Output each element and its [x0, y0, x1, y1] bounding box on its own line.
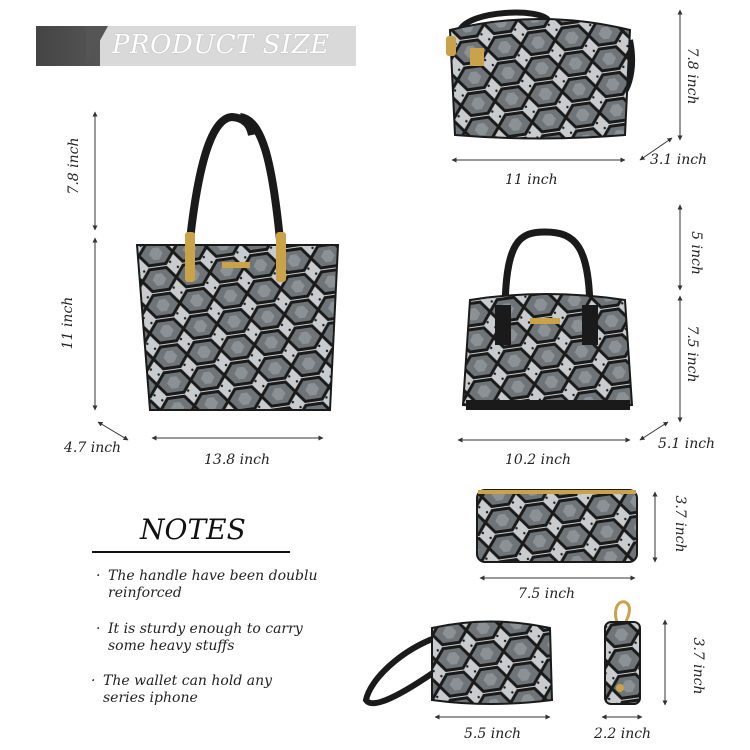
tote-handle-right — [240, 117, 280, 240]
crossbody-body — [450, 19, 630, 139]
tote-width-label: 13.8 inch — [204, 452, 270, 468]
note-bullet: · — [91, 673, 96, 689]
key-case-body — [605, 622, 640, 704]
tote-height-label: 11 inch — [60, 296, 76, 350]
boston-base — [466, 400, 630, 410]
wallet-width-label: 7.5 inch — [518, 586, 576, 602]
wristlet-width-label: 5.5 inch — [464, 726, 522, 742]
note-bullet: · — [96, 568, 101, 584]
tote-hardware-left — [185, 232, 195, 282]
note-text: The handle have been doublu reinforced — [108, 568, 318, 601]
tote-body — [137, 245, 338, 410]
wristlet-strap — [366, 636, 440, 703]
boston-depth-label: 5.1 inch — [658, 436, 716, 452]
note-item — [96, 568, 318, 602]
tote-logo-plate — [222, 262, 250, 268]
boston-body — [463, 294, 632, 409]
boston-logo-plate — [530, 318, 560, 324]
note-item — [91, 673, 313, 707]
tote-hardware-right — [276, 232, 286, 282]
wallet-body — [477, 490, 637, 562]
tote-bag — [137, 117, 338, 410]
tote-handle-left — [190, 117, 252, 240]
key-case-width-label: 2.2 inch — [594, 726, 652, 742]
wallet — [477, 490, 637, 562]
note-text: It is sturdy enough to carry some heavy stuffs — [108, 621, 303, 654]
crossbody-depth-label: 3.1 inch — [650, 152, 708, 168]
wallet-zipper — [478, 490, 636, 494]
crossbody-clasp — [446, 36, 456, 56]
key-case-height-label: 3.7 inch — [690, 637, 706, 695]
boston-width-label: 10.2 inch — [505, 452, 571, 468]
wristlet-body — [432, 622, 552, 705]
crossbody-width-label: 11 inch — [505, 172, 558, 188]
boston-bag — [463, 232, 632, 410]
wristlet — [366, 622, 552, 705]
crossbody-bag — [446, 13, 632, 139]
wallet-height-label: 3.7 inch — [672, 495, 688, 553]
boston-tab-left — [495, 305, 511, 345]
note-item — [96, 621, 318, 655]
boston-handle-label: 5 inch — [688, 231, 704, 275]
crossbody-lock — [470, 48, 484, 66]
tote-depth-label: 4.7 inch — [64, 440, 122, 456]
note-bullet: · — [96, 621, 101, 637]
notes-divider — [92, 551, 290, 553]
notes-title: NOTES — [140, 513, 246, 546]
crossbody-height-label: 7.8 inch — [684, 47, 700, 105]
boston-tab-right — [582, 305, 598, 345]
key-case-snap — [616, 684, 624, 692]
boston-height-label: 7.5 inch — [684, 325, 700, 383]
key-case — [605, 602, 640, 704]
banner-title: PRODUCT SIZE — [112, 30, 330, 60]
note-text: The wallet can hold any series iphone — [103, 673, 272, 706]
tote-handle-label: 7.8 inch — [66, 137, 82, 195]
tote-depth-dim — [98, 422, 128, 440]
